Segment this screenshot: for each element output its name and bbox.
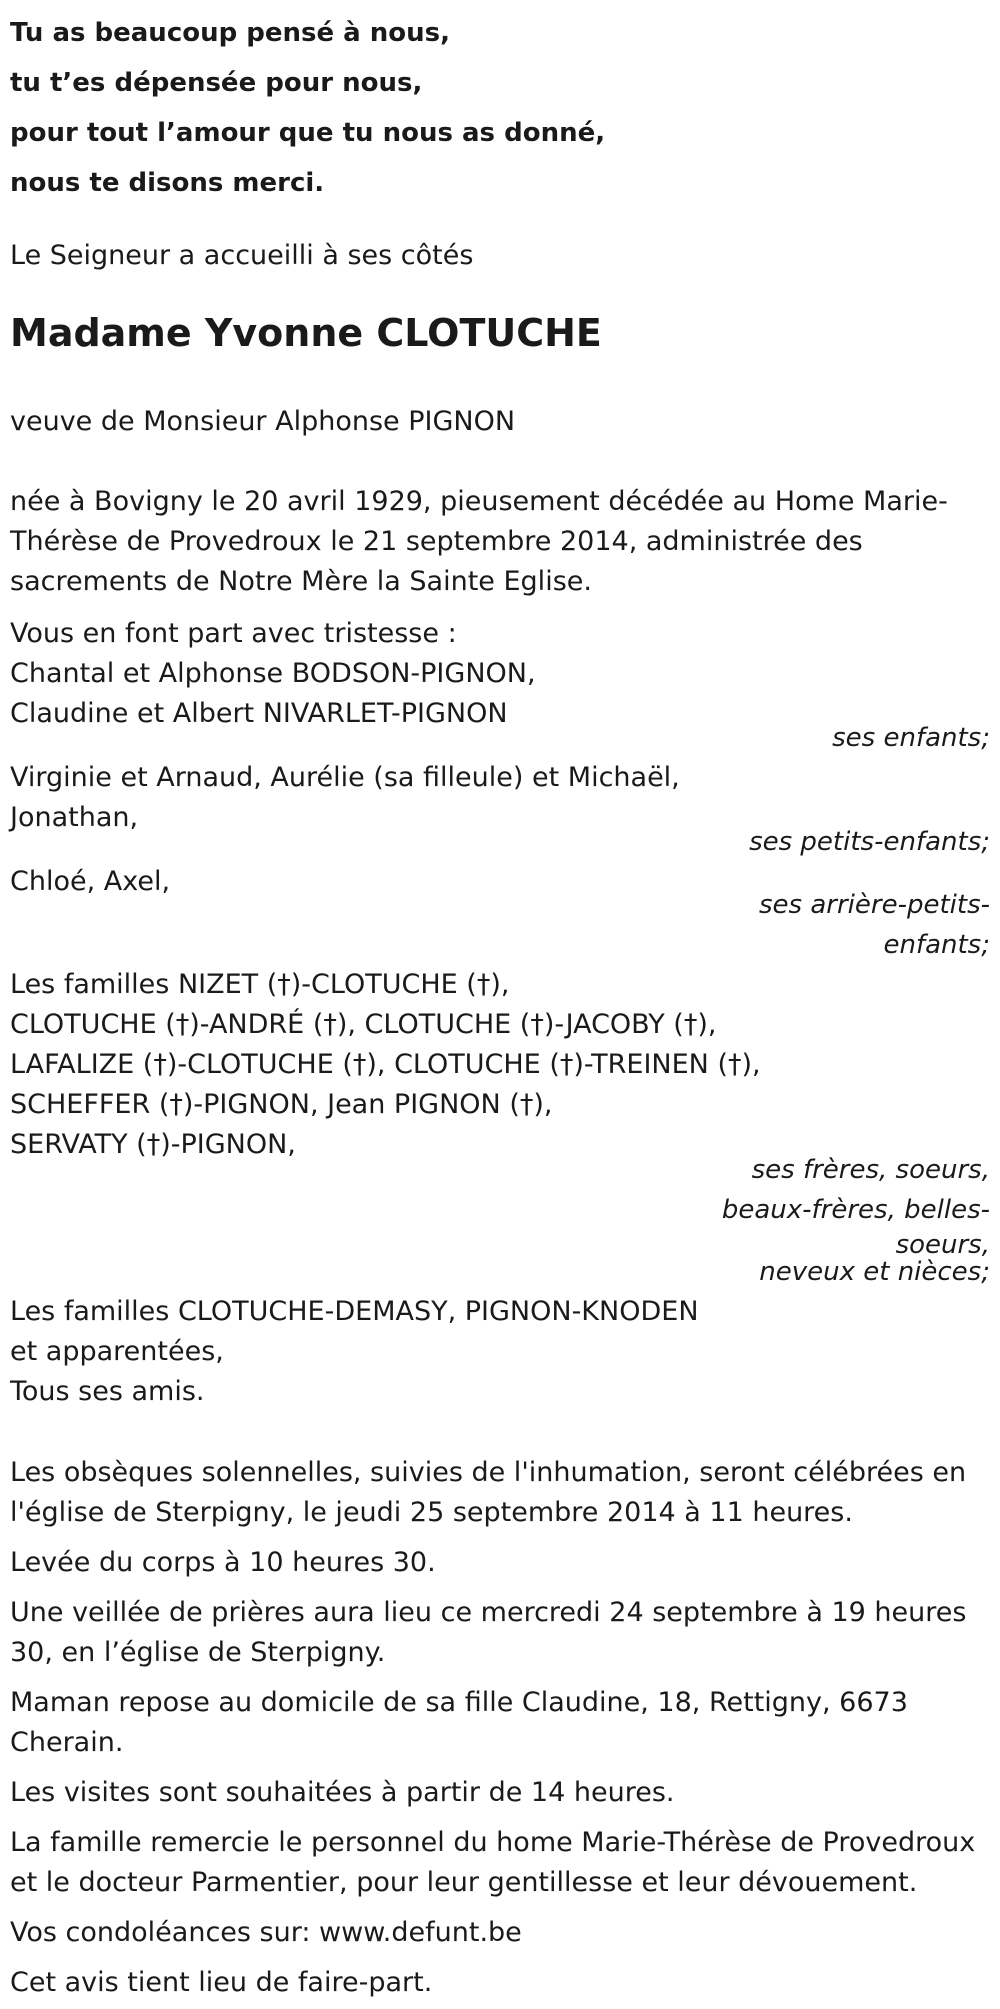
- announcement-children: [10, 614, 990, 734]
- poem-line: Tu as beaucoup pensé à nous,: [10, 18, 451, 48]
- widow-of: veuve de Monsieur Alphonse PIGNON: [10, 406, 516, 437]
- poem-line: pour tout l’amour que tu nous as donné,: [10, 118, 606, 148]
- other-families: Les familles CLOTUCHE-DEMASY, PIGNON-KNODEN et apparentées, Tous ses amis.: [10, 1296, 699, 1407]
- notice: Cet avis tient lieu de faire-part.: [10, 1967, 433, 1998]
- vigil: Une veillée de prières aura lieu ce mercredi 24 septembre à 19 heures 30, en l’église de Sterpigny.: [10, 1597, 967, 1668]
- child-name: Chantal et Alphonse BODSON-PIGNON,: [10, 658, 536, 689]
- intro-text: Le Seigneur a accueilli à ses côtés: [10, 240, 474, 271]
- children-role: ses enfants;: [832, 723, 990, 753]
- funeral-ceremony: Les obsèques solennelles, suivies de l'inhumation, seront célébrées en l'église de Sterpigny, le jeudi 25 septembre 2014 à 11 heures.: [10, 1457, 967, 1528]
- visits: Les visites sont souhaitées à partir de 14 heures.: [10, 1777, 675, 1808]
- thanks: La famille remercie le personnel du home Marie-Thérèse de Provedroux et le docteur Parmentier, pour leur gentillesse et leur dévouement.: [10, 1827, 976, 1898]
- grandchildren: Virginie et Arnaud, Aurélie (sa filleule) et Michaël, Jonathan,: [10, 762, 680, 833]
- great-grandchildren-role: ses arrière-petits- enfants;: [759, 890, 990, 960]
- poem-line: nous te disons merci.: [10, 168, 325, 198]
- siblings-families: Les familles NIZET (†)-CLOTUCHE (†), CLOTUCHE (†)-ANDRÉ (†), CLOTUCHE (†)-JACOBY (†), LAFALIZE (†)-CLOTUCHE (†), CLOTUCHE (†)-TREINEN (†), SCHEFFER (†)-PIGNON, Jean PIGNON (†), SERVATY (†)-PIGNON,: [10, 969, 761, 1160]
- child-name: Claudine et Albert NIVARLET-PIGNON: [10, 698, 508, 729]
- poem-line: tu t’es dépensée pour nous,: [10, 68, 423, 98]
- birth-death-paragraph: née à Bovigny le 20 avril 1929, pieusement décédée au Home Marie- Thérèse de Provedroux le 21 septembre 2014, administrée des sacrements de Notre Mère la Sainte Eglise.: [10, 486, 948, 597]
- rest-place: Maman repose au domicile de sa fille Claudine, 18, Rettigny, 6673 Cherain.: [10, 1687, 908, 1758]
- siblings-role: ses frères, soeurs, beaux-frères, belles- soeurs, neveux et nièces;: [721, 1155, 990, 1287]
- body-lift: Levée du corps à 10 heures 30.: [10, 1547, 436, 1578]
- poem: [10, 8, 605, 208]
- grandchildren-role: ses petits-enfants;: [749, 827, 990, 857]
- announcement-intro: Vous en font part avec tristesse :: [10, 618, 457, 649]
- condolences: Vos condoléances sur: www.defunt.be: [10, 1917, 522, 1948]
- great-grandchildren: Chloé, Axel,: [10, 866, 171, 897]
- deceased-name: Madame Yvonne CLOTUCHE: [10, 311, 602, 355]
